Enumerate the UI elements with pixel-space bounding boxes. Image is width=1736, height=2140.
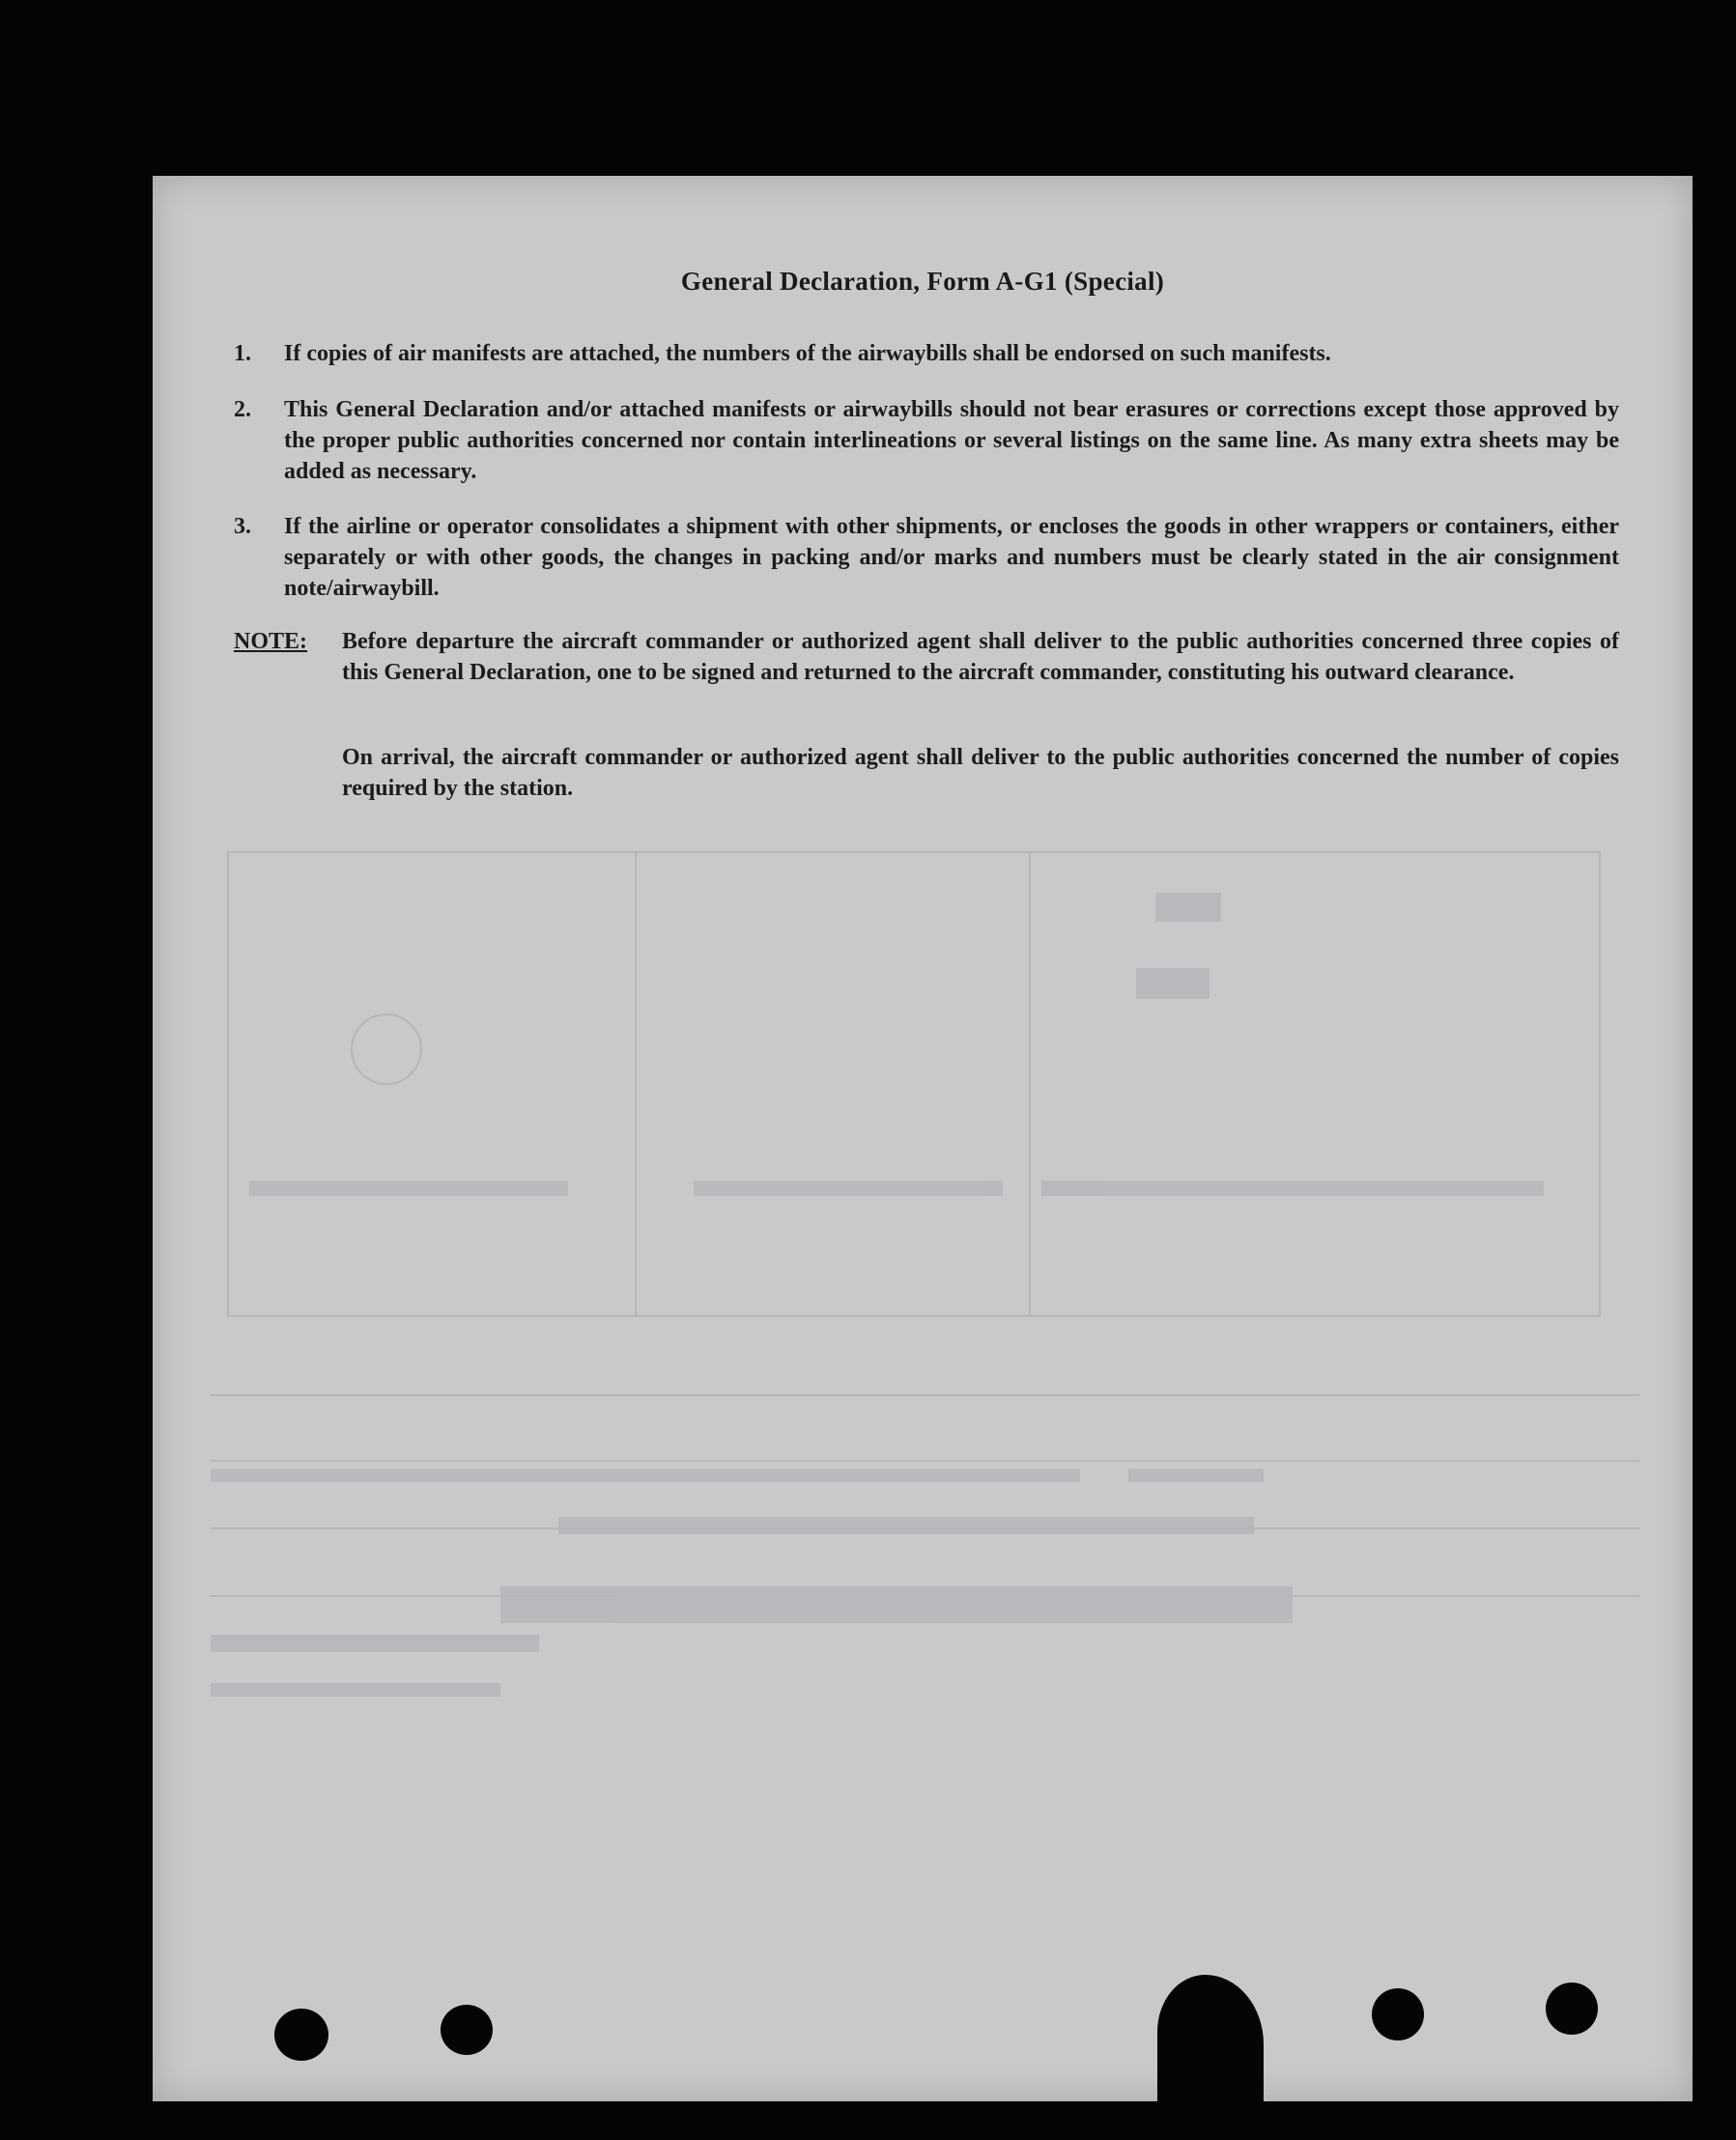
list-item bbox=[234, 338, 1619, 369]
note-paragraph: On arrival, the aircraft commander or authorized agent shall deliver to the public authorities concerned the number of copies required by the station. bbox=[342, 745, 1619, 801]
page-title: General Declaration, Form A-G1 (Special) bbox=[680, 267, 1165, 296]
list-item bbox=[234, 511, 1619, 604]
document-page bbox=[153, 176, 1693, 2101]
item-text: If the airline or operator consolidates a shipment with other shipments, or encloses the goods in other wrappers or containers, either separately or with other goods, the changes in packing and/or marks and numbers must be clearly stated in the air consignment note/airwaybill. bbox=[284, 514, 1619, 601]
punch-hole bbox=[441, 2005, 493, 2055]
item-number: 2. bbox=[234, 397, 251, 422]
punch-hole bbox=[274, 2009, 328, 2061]
punch-hole bbox=[1546, 1983, 1598, 2035]
item-text: This General Declaration and/or attached manifests or airwaybills should not bear erasures or corrections except those approved by the proper public authorities concerned nor contain interlineations or several listings on the same line. As many extra sheets may be added as necessary. bbox=[284, 397, 1619, 484]
item-number: 3. bbox=[234, 514, 251, 539]
list-item bbox=[234, 394, 1619, 487]
item-number: 1. bbox=[234, 341, 251, 366]
item-text: If copies of air manifests are attached, the numbers of the airwaybills shall be endorsed on such manifests. bbox=[284, 341, 1331, 366]
note-paragraph: Before departure the aircraft commander or authorized agent shall deliver to the public authorities concerned three copies of this General Declaration, one to be signed and returned to the aircraft commander, constituting his outward clearance. bbox=[342, 629, 1619, 685]
note-label: NOTE: bbox=[234, 629, 308, 654]
punch-hole bbox=[1372, 1988, 1424, 2040]
